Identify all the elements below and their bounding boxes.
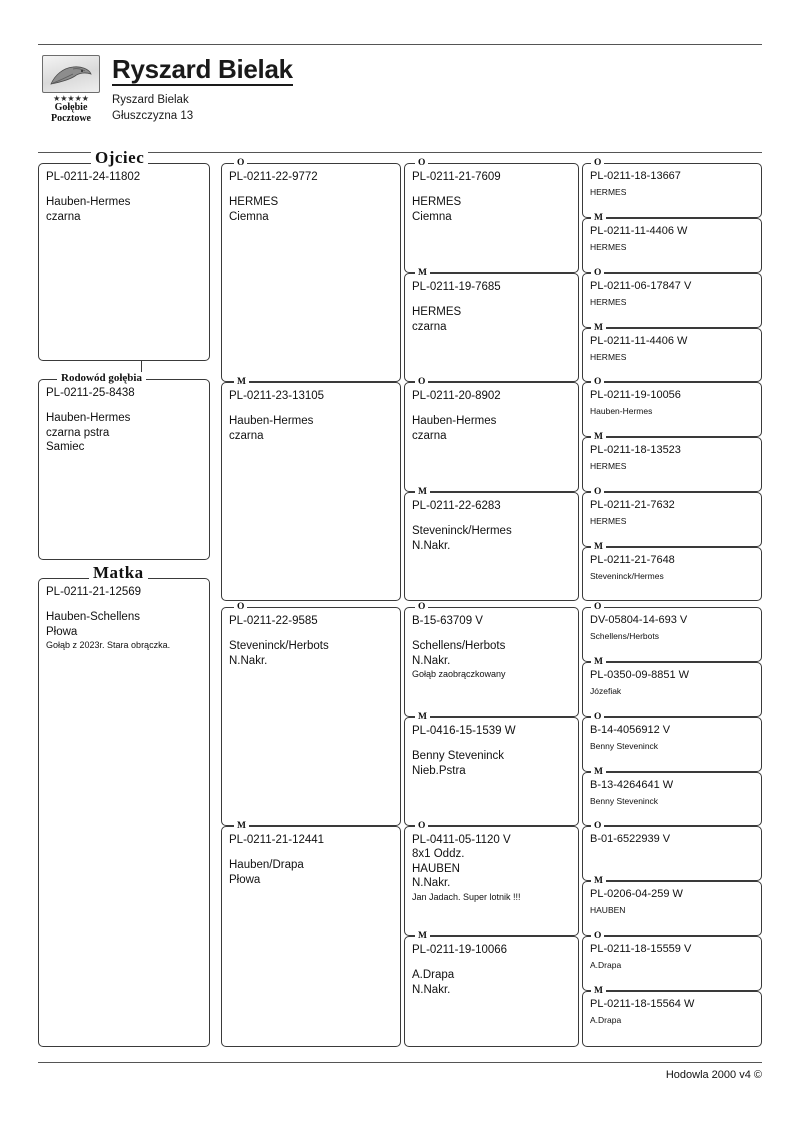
node-father[interactable] (38, 148, 210, 361)
node-g4-1[interactable] (582, 158, 762, 218)
node-g2-1-sex: O (234, 157, 247, 169)
node-g3-1-ring: PL-0211-21-7609 (412, 171, 501, 183)
node-g2-2-strain: Hauben-Hermes (229, 415, 314, 427)
node-g4-14-note: HAUBEN (590, 905, 626, 915)
node-g2-3[interactable] (221, 602, 401, 826)
node-g4-3-sex: O (591, 267, 604, 279)
node-g3-5-sex: O (415, 601, 428, 613)
node-g4-15-note: A.Drapa (590, 960, 622, 970)
node-g4-7-note: HERMES (590, 516, 627, 526)
logo-stars: ★★★★★ (53, 94, 89, 103)
node-g4-15[interactable] (582, 931, 762, 991)
node-g4-4-note: HERMES (590, 352, 627, 362)
node-father-ring: PL-0211-24-11802 (46, 171, 141, 183)
node-g4-12-sex: M (591, 766, 606, 778)
node-mother-strain: Hauben-Schellens (46, 611, 140, 623)
node-father-strain: Hauben-Hermes (46, 196, 131, 208)
node-g2-2-ring: PL-0211-23-13105 (229, 390, 325, 402)
node-g4-11[interactable] (582, 712, 762, 772)
node-g4-8-note: Steveninck/Hermes (590, 571, 664, 581)
node-g4-12[interactable] (582, 767, 762, 826)
node-g4-5-note: Hauben-Hermes (590, 406, 653, 416)
node-self-sex: Samiec (46, 441, 85, 453)
node-g3-1-strain: HERMES (412, 196, 462, 208)
node-g4-10-ring: PL-0350-09-8851 W (590, 669, 690, 681)
node-g3-1[interactable] (404, 158, 579, 273)
node-g4-3[interactable] (582, 268, 762, 328)
node-g4-16-ring: PL-0211-18-15564 W (590, 998, 695, 1010)
node-father-color: czarna (46, 210, 81, 223)
node-g3-8-strain: A.Drapa (412, 969, 455, 981)
title-block (112, 53, 293, 124)
club-logo (38, 53, 104, 124)
node-g2-1-ring: PL-0211-22-9772 (229, 171, 318, 183)
node-g3-7[interactable] (404, 821, 579, 936)
node-g4-6[interactable] (582, 432, 762, 492)
node-self[interactable] (38, 372, 210, 560)
node-g4-16[interactable] (582, 986, 762, 1047)
node-mother-note: Gołąb z 2023r. Stara obrączka. (46, 640, 171, 650)
node-g2-1-color: Ciemna (229, 210, 269, 223)
node-g3-3-sex: O (415, 376, 428, 388)
node-g4-3-note: HERMES (590, 297, 627, 307)
node-g2-2-color: czarna (229, 429, 264, 442)
node-g4-6-note: HERMES (590, 461, 627, 471)
node-g4-12-note: Benny Steveninck (590, 796, 659, 806)
node-g4-15-ring: PL-0211-18-15559 V (590, 943, 692, 955)
node-g4-6-ring: PL-0211-18-13523 (590, 444, 681, 456)
node-g4-14[interactable] (582, 876, 762, 936)
node-g3-3-color: czarna (412, 429, 447, 442)
node-g2-3-strain: Steveninck/Herbots (229, 640, 329, 652)
node-g3-8[interactable] (404, 931, 579, 1047)
node-g2-4[interactable] (221, 821, 401, 1047)
node-mother-color: Płowa (46, 625, 78, 638)
node-g4-15-sex: O (591, 930, 604, 942)
node-self-strain: Hauben-Hermes (46, 412, 131, 424)
document-footer (38, 1062, 762, 1081)
node-g3-2-strain: HERMES (412, 306, 462, 318)
node-g4-14-ring: PL-0206-04-259 W (590, 888, 683, 900)
node-g2-4-strain: Hauben/Drapa (229, 859, 304, 871)
node-g4-4[interactable] (582, 323, 762, 382)
node-g4-5-ring: PL-0211-19-10056 (590, 389, 681, 401)
node-g3-6[interactable] (404, 712, 579, 826)
node-g2-4-sex: M (234, 820, 249, 832)
owner-address: Głuszczyzna 13 (112, 110, 194, 122)
node-father-label: Ojciec (91, 152, 148, 164)
node-g4-9-sex: O (591, 601, 604, 613)
pedigree-tree (38, 148, 762, 1056)
node-g2-3-sex: O (234, 601, 247, 613)
node-g2-4-ring: PL-0211-21-12441 (229, 834, 325, 846)
node-g4-1-note: HERMES (590, 187, 627, 197)
page-title: Ryszard Bielak (112, 54, 293, 84)
node-g4-2-ring: PL-0211-11-4406 W (590, 225, 688, 237)
node-g3-5[interactable] (404, 602, 579, 717)
node-g4-10-note: Józefiak (590, 686, 622, 696)
node-g4-14-sex: M (591, 875, 606, 887)
node-g4-1-sex: O (591, 157, 604, 169)
node-g4-13-ring: B-01-6522939 V (590, 833, 671, 845)
node-g4-11-ring: B-14-4056912 V (590, 724, 671, 736)
node-g3-6-strain: Benny Steveninck (412, 750, 505, 762)
node-g4-3-ring: PL-0211-06-17847 V (590, 280, 692, 292)
node-g3-7-color: N.Nakr. (412, 877, 451, 889)
node-g3-1-sex: O (415, 157, 428, 169)
node-g2-1-strain: HERMES (229, 196, 279, 208)
node-g3-5-color: N.Nakr. (412, 654, 451, 667)
node-g4-6-sex: M (591, 431, 606, 443)
node-g3-3-ring: PL-0211-20-8902 (412, 390, 501, 402)
node-self-ring: PL-0211-25-8438 (46, 387, 135, 399)
node-g3-1-color: Ciemna (412, 210, 452, 223)
node-g4-16-sex: M (591, 985, 606, 997)
node-g4-5[interactable] (582, 377, 762, 437)
node-g2-3-color: N.Nakr. (229, 654, 268, 667)
node-g4-8[interactable] (582, 542, 762, 601)
node-g4-13-sex: O (591, 820, 604, 832)
node-g4-11-sex: O (591, 711, 604, 723)
node-mother-ring: PL-0211-21-12569 (46, 586, 142, 598)
node-g2-3-ring: PL-0211-22-9585 (229, 615, 318, 627)
node-g3-4-sex: M (415, 486, 430, 498)
node-g2-2-sex: M (234, 376, 249, 388)
node-g3-7-sex: O (415, 820, 428, 832)
node-g2-2[interactable] (221, 377, 401, 601)
document-header (38, 44, 762, 124)
node-self-label: Rodowód gołębia (57, 372, 146, 384)
node-g3-3[interactable] (404, 377, 579, 492)
node-g4-9[interactable] (582, 602, 762, 662)
node-g4-8-sex: M (591, 541, 606, 553)
node-g4-7[interactable] (582, 487, 762, 547)
node-mother[interactable] (38, 563, 210, 1047)
node-g3-8-color: N.Nakr. (412, 983, 451, 996)
node-g4-2[interactable] (582, 213, 762, 273)
node-g3-4-color: N.Nakr. (412, 539, 451, 552)
node-g4-1-ring: PL-0211-18-13667 (590, 170, 681, 182)
node-g3-2[interactable] (404, 268, 579, 382)
node-g3-5-strain: Schellens/Herbots (412, 640, 506, 652)
owner-name: Ryszard Bielak (112, 94, 189, 106)
node-g4-9-ring: DV-05804-14-693 V (590, 614, 688, 626)
logo-line-1: Gołębie (54, 102, 88, 113)
node-g4-13[interactable] (582, 821, 762, 881)
node-g3-5-ring: B-15-63709 V (412, 615, 483, 627)
node-g3-4-strain: Steveninck/Hermes (412, 525, 512, 537)
node-g3-2-color: czarna (412, 320, 447, 333)
node-g3-2-ring: PL-0211-19-7685 (412, 281, 501, 293)
node-g3-6-ring: PL-0416-15-1539 W (412, 725, 516, 737)
node-g4-4-sex: M (591, 322, 606, 334)
node-g4-11-note: Benny Steveninck (590, 741, 659, 751)
node-g3-6-color: Nieb.Pstra (412, 764, 466, 777)
node-g3-5-note: Gołąb zaobrączkowany (412, 669, 506, 679)
node-g3-6-sex: M (415, 711, 430, 723)
node-g3-8-ring: PL-0211-19-10066 (412, 944, 508, 956)
node-g3-7-ring: PL-0411-05-1120 V (412, 834, 511, 846)
node-self-color: czarna pstra (46, 426, 110, 439)
logo-line-2: Pocztowe (51, 112, 91, 124)
node-g2-1[interactable] (221, 158, 401, 382)
node-g3-7-strain: HAUBEN (412, 862, 460, 875)
node-g4-2-sex: M (591, 212, 606, 224)
node-g4-2-note: HERMES (590, 242, 627, 252)
node-g4-7-sex: O (591, 486, 604, 498)
node-g4-8-ring: PL-0211-21-7648 (590, 554, 675, 566)
node-g3-8-sex: M (415, 930, 430, 942)
node-g2-4-color: Płowa (229, 873, 261, 886)
node-g3-7-line2: 8x1 Oddz. (412, 848, 465, 860)
node-g3-4[interactable] (404, 487, 579, 601)
pigeon-head-icon (42, 55, 100, 93)
node-g4-7-ring: PL-0211-21-7632 (590, 499, 675, 511)
node-mother-label: Matka (89, 567, 148, 579)
node-g3-7-note: Jan Jadach. Super lotnik !!! (412, 891, 521, 902)
node-g4-5-sex: O (591, 376, 604, 388)
node-g4-10[interactable] (582, 657, 762, 717)
node-g4-9-note: Schellens/Herbots (590, 631, 659, 641)
node-g3-4-ring: PL-0211-22-6283 (412, 500, 501, 512)
node-g4-4-ring: PL-0211-11-4406 W (590, 335, 688, 347)
node-g3-2-sex: M (415, 267, 430, 279)
footer-text: Hodowla 2000 v4 © (665, 1069, 762, 1081)
node-g4-16-note: A.Drapa (590, 1015, 622, 1025)
node-g4-10-sex: M (591, 656, 606, 668)
node-g3-3-strain: Hauben-Hermes (412, 415, 497, 427)
node-g4-12-ring: B-13-4264641 W (590, 779, 674, 791)
